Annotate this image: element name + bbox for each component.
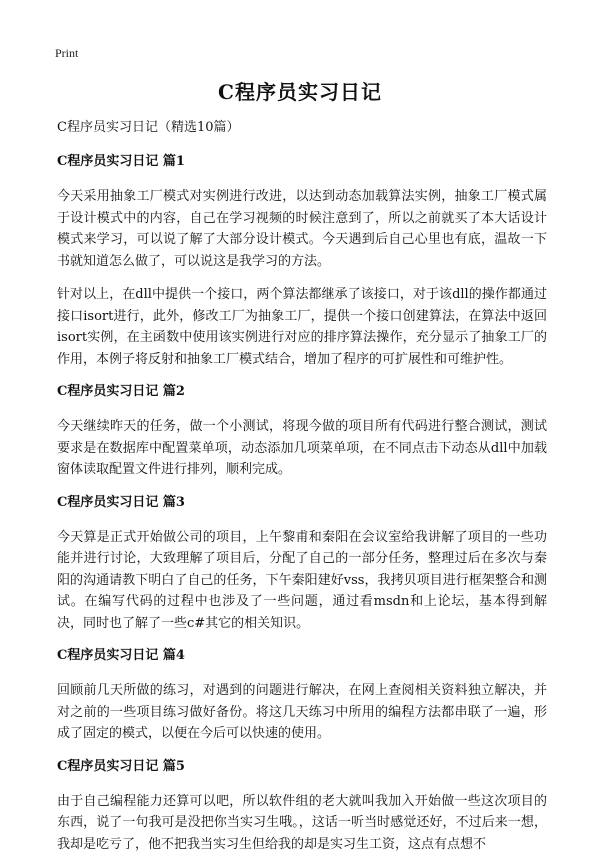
paragraph: 针对以上，在dll中提供一个接口，两个算法都继承了该接口，对于该dll的操作都通过接口isort进行，此外，修改工厂为抽象工厂，提供一个接口创建算法，在算法中返回isort实例，在主函数中使用该实例进行对应的排序算法操作，充分显示了抽象工厂的作用，本例子将反射和抽象工厂模式结合，增加了程序的可扩展性和可维护性。: [57, 287, 547, 367]
section-heading: C程序员实习日记 篇3: [57, 494, 185, 510]
paragraph: 由于自己编程能力还算可以吧，所以软件组的老大就叫我加入开始做一些这次项目的东西，说了一句我可是没把你当实习生哦。，这话一听当时感觉还好，不过后来一想，我却是吃亏了，他不把我当实习生但给我的却是实习生工资，这点有点想不: [57, 793, 547, 852]
section-heading: C程序员实习日记 篇5: [57, 758, 185, 774]
paragraph: 今天算是正式开始做公司的项目，上午黎甫和秦阳在会议室给我讲解了项目的一些功能并进行讨论，大致理解了项目后，分配了自己的一部分任务，整理过后在多次与秦阳的沟通请教下明白了自己的任务，下午秦阳建好vss，我拷贝项目进行框架整合和测试。在编写代码的过程中也涉及了一些问题，通过看msdn和上论坛，基本得到解决，同时也了解了一些c#其它的相关知识。: [57, 529, 547, 631]
document-subtitle: C程序员实习日记（精选10篇）: [57, 120, 240, 135]
document-body: [57, 118, 547, 867]
print-label: Print: [55, 46, 79, 60]
paragraph: 回顾前几天所做的练习，对遇到的问题进行解决，在网上查阅相关资料独立解决，并对之前的一些项目练习做好备份。将这几天练习中所用的编程方法都串联了一遍，形成了固定的模式，以便在今后可以快速的使用。: [57, 683, 547, 741]
paragraph: 今天继续昨天的任务，做一个小测试，将现今做的项目所有代码进行整合测试，测试要求是在数据库中配置菜单项，动态添加几项菜单项，在不同点击下动态从dll中加载窗体读取配置文件进行排列，顺利完成。: [57, 419, 547, 477]
section-heading: C程序员实习日记 篇2: [57, 384, 185, 399]
section-heading: C程序员实习日记 篇1: [57, 154, 185, 169]
document-title: C程序员实习日记: [218, 80, 382, 104]
paragraph: 今天采用抽象工厂模式对实例进行改进，以达到动态加载算法实例，抽象工厂模式属于设计模式中的内容，自己在学习视频的时候注意到了，所以之前就买了本大话设计模式来学习，可以说了解了大部分设计模式。今天遇到后自己心里也有底，温故一下书就知道怎么做了，可以说这是我学习的方法。: [57, 189, 547, 269]
section-heading: C程序员实习日记 篇4: [57, 648, 185, 663]
